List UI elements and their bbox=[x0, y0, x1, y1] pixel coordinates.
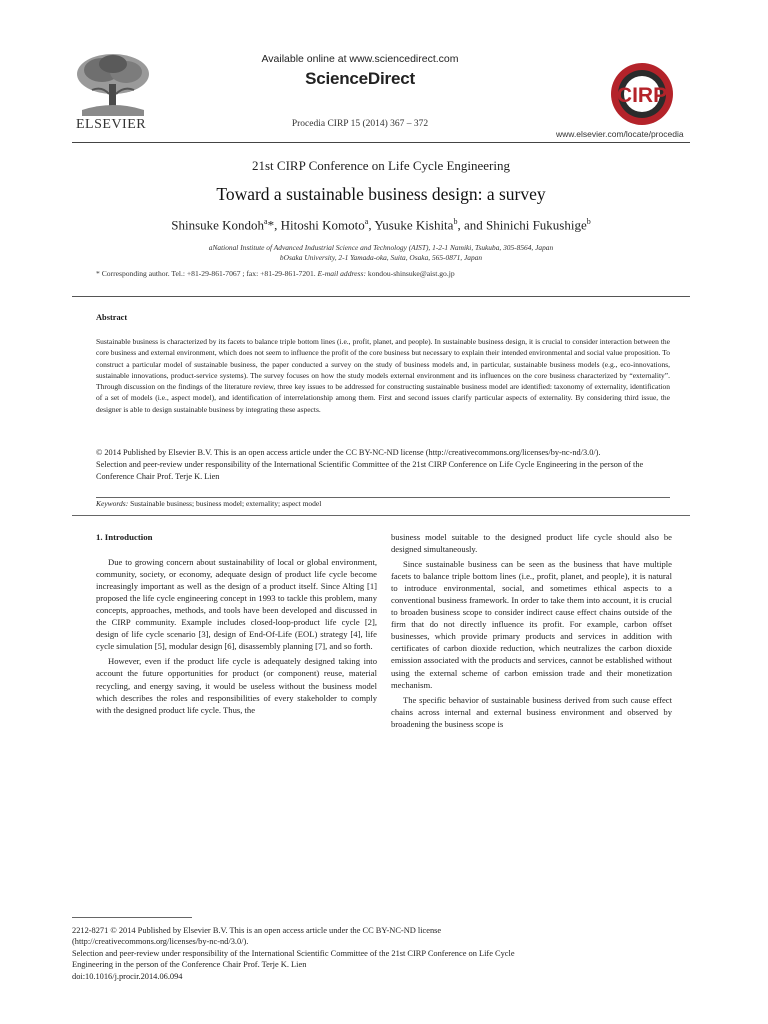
elsevier-wordmark: ELSEVIER bbox=[76, 117, 147, 132]
body-paragraph-continuation: business model suitable to the designed product life cycle should also be designed simultaneously. bbox=[391, 532, 672, 555]
footer-line: Selection and peer-review under responsibility of the International Scientific Committee of the 21st CIRP Conference on Life Cycle bbox=[72, 948, 515, 958]
author-name: Hitoshi Komoto bbox=[280, 217, 365, 233]
paper-title: Toward a sustainable business design: a survey bbox=[216, 184, 546, 204]
available-online-text: Available online at www.sciencedirect.com bbox=[261, 53, 459, 65]
body-paragraph: Due to growing concern about sustainability of local or global environment, community, society, or economy, adequate design of product life cycle become increasingly important as well as the design of a product itself. Since Alting [1] proposed the life cycle engineering concept in 1993 to tackle this problem, many concepts, approaches, methods, and tools have been developed and discussed in the CIRP community. Example includes closed-loop-product life cycle [2], design of life cycle scenario [3], design of End-Of-Life (EOL) strategy [4], life cycle simulation [5], modular design [6], disassembly planning [7], and so forth. bbox=[96, 557, 377, 652]
cirp-logo bbox=[607, 61, 677, 127]
keywords-list: Sustainable business; business model; externality; aspect model bbox=[128, 499, 322, 508]
abstract-text: Sustainable business is characterized by its facets to balance triple bottom lines (i.e., profit, planet, and people). In sustainable business design, it is crucial to consider interaction between the core business and external environment, which does not seem to influence the profit of the core business but necessary to explain their intended environmental and social value proposition. To construct a particular model of sustainable business, the paper conducted a survey on the study of business models and, in particular, sustainable business models (e.g., eco-innovations, sustainable innovations, product-service systems). The survey focuses on how the study models external environment and its influences on the core business characterized by “externality”. Through discussion on the findings of the literature review, three key issues to be addressed for constructing sustainable business model are identified: taxonomy of externality, identification of a set of models (i.e., aspect model), and identification of interrelationship among them. First and second issues clarify particular aspects of externality. By considering third issue, the designer is able to design sustainable business by integrating these aspects. bbox=[96, 337, 670, 414]
body-paragraph: However, even if the product life cycle is adequately designed taking into account the future opportunities for product (or component) reuse, material recycling, and energy saving, it would be useless without the business model which describes the roles and responsibilities of every stakeholder to comply with the designed product life cycle. Thus, the bbox=[96, 656, 377, 715]
keywords-rule bbox=[96, 497, 670, 498]
journal-reference: Procedia CIRP 15 (2014) 367 – 372 bbox=[291, 119, 429, 129]
author-affiliation-mark: b bbox=[586, 217, 591, 226]
peer-review-line: Selection and peer-review under responsibility of the International Scientific Committee of the 21st CIRP Conference on Life Cycle Engineering in the person of the Conference Chair Prof. Terje K. Lien bbox=[96, 459, 644, 481]
author-separator: , bbox=[368, 217, 375, 233]
header-rule bbox=[72, 142, 690, 143]
journal-url: www.elsevier.com/locate/procedia bbox=[556, 129, 684, 139]
email-address[interactable]: kondou-shinsuke@aist.go.jp bbox=[366, 269, 455, 278]
author-name: Shinsuke Kondoh bbox=[171, 217, 265, 233]
author-list bbox=[72, 217, 690, 233]
body-top-rule bbox=[72, 515, 690, 516]
body-column-right bbox=[391, 531, 672, 733]
footer-line: Engineering in the person of the Conference Chair Prof. Terje K. Lien bbox=[72, 960, 307, 970]
keywords bbox=[96, 499, 321, 508]
body-paragraph: Since sustainable business can be seen as the business that have multiple facets to balance triple bottom lines (i.e., profit, planet, and people), it is natural to introduce environmental, social, and sometimes ethical aspects to a conventional business framework. In order to take them into account, it is crucial to broaden business scope to consider indirect cause effect chains outside of the firm that do not directly influence its profit. For example, carbon offset businesses, which provide primary products and services in addition with certificates of carbon dioxide reduction, which neutralizes the carbon dioxide emission associated with the products and services, cannot be established without using the external scheme of carbon emission trade and their monetization mechanism. bbox=[391, 559, 672, 690]
footer-line: 2212-8271 © 2014 Published by Elsevier B.V. This is an open access article under the CC BY-NC-ND license bbox=[72, 926, 442, 935]
corresponding-prefix: * Corresponding author. Tel.: +81-29-861-7067 ; fax: +81-29-861-7201. bbox=[96, 269, 318, 278]
abstract-top-rule bbox=[72, 296, 690, 297]
copyright-line: © 2014 Published by Elsevier B.V. This is an open access article under the CC BY-NC-ND license (http://creativecommons.org/licenses/by-nc-nd/3.0/). bbox=[96, 448, 601, 457]
body-paragraph: The specific behavior of sustainable business derived from such cause effect chains across internal and external business environment and observed by broadening the business scope is bbox=[391, 694, 672, 729]
section-heading: 1. Introduction bbox=[96, 532, 153, 542]
elsevier-tree-logo bbox=[72, 50, 154, 116]
cirp-logo-text: CIRP bbox=[616, 84, 668, 107]
conference-name: 21st CIRP Conference on Life Cycle Engineering bbox=[251, 158, 510, 173]
affiliation-a: aNational Institute of Advanced Industrial Science and Technology (AIST), 1-2-1 Namiki, Tsukuba, 305-8564, Japan bbox=[208, 243, 554, 252]
affiliation-b: bOsaka University, 2-1 Yamada-oka, Suita, Osaka, 565-0871, Japan bbox=[279, 253, 483, 262]
author-affiliation-mark: a bbox=[264, 217, 268, 226]
abstract-heading: Abstract bbox=[96, 313, 128, 322]
footer-notice bbox=[72, 925, 690, 982]
body-column-left bbox=[96, 531, 377, 719]
author-separator: , and bbox=[457, 217, 486, 233]
copyright-notice bbox=[96, 447, 670, 482]
email-label: E-mail address: bbox=[317, 269, 366, 278]
footer-rule bbox=[72, 917, 192, 918]
author-separator: *, bbox=[267, 217, 281, 233]
author-affiliation-mark: b bbox=[453, 217, 458, 226]
cirp-logo-icon bbox=[607, 61, 677, 127]
author-name: Yusuke Kishita bbox=[374, 217, 454, 233]
sciencedirect-brand: ScienceDirect bbox=[305, 69, 415, 88]
author-affiliation-mark: a bbox=[364, 217, 369, 226]
corresponding-author bbox=[96, 269, 455, 278]
author-name: Shinichi Fukushige bbox=[485, 217, 587, 233]
keywords-label: Keywords: bbox=[96, 499, 129, 508]
footer-doi: doi:10.1016/j.procir.2014.06.094 bbox=[72, 971, 183, 981]
footer-license-link[interactable]: (http://creativecommons.org/licenses/by-nc-nd/3.0/). bbox=[72, 937, 249, 947]
